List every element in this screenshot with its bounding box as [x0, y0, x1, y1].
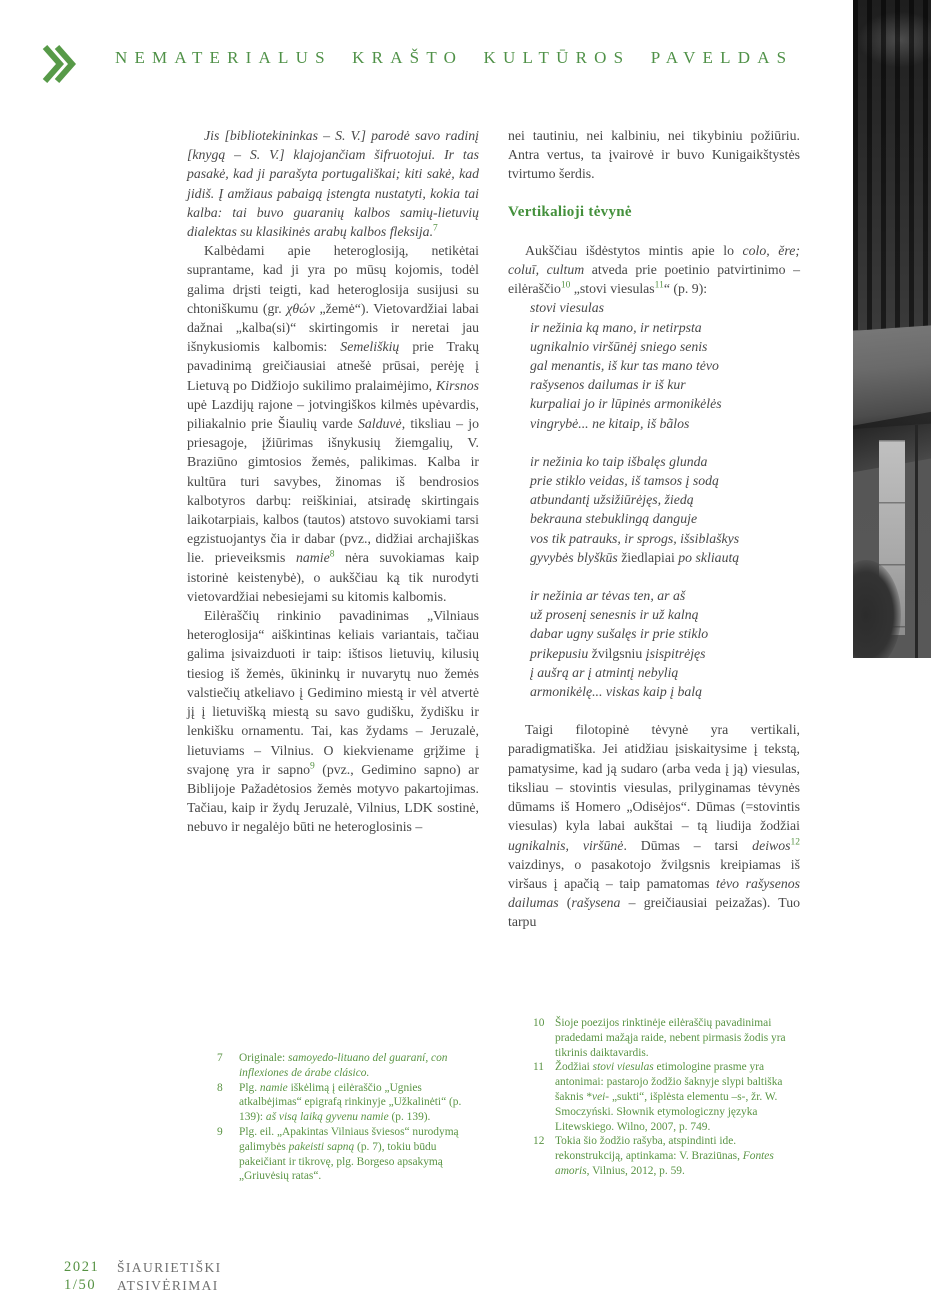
poem-line: [530, 682, 800, 701]
emphasized-text: Semeliškių: [340, 339, 400, 355]
poem-line: [530, 663, 800, 682]
text-run: „sukti“, išplėsta elementu –s-, žr. W. Smoczyński. Słownik etymologiczny języka Litewskiego. Wilno, 2007, p. 749.: [555, 1090, 778, 1133]
footnotes-left: [217, 1051, 481, 1184]
text-run: gal menantis, iš kur tas mano tėvo: [530, 358, 719, 374]
poem-line: [530, 375, 800, 394]
text-run: Taigi filotopinė tėvynė yra vertikali, paradigmatiška. Jei atidžiau įsiskaitysime į tekstą, pamatysime, kad ją sudaro (arba veda į ją) viesulas, tiksliau – stovintis viesulas, prilyginamas tėvynės dūmams iš Homero „Odisėjos“. Dūmas (=stovintis viesulas) kyla labai aukštai – tą liudija žodžiai: [508, 722, 800, 834]
paragraph: [187, 606, 479, 836]
poem-line: [530, 605, 800, 624]
text-run: Eilėraščių rinkinio pavadinimas „Vilniaus heteroglosija“ aiškintinas keliais variantais, tačiau galima įsivaizduoti ir taip: ištisos lietuvių, kilusių tiesiog iš žemės, ūkininkų ir nuvarytų nuo žemės valstiečių atkeliavo į Gedimino miestą ir vėl atvertė jį į lietuvišką miestą su savo gudišku, žydišku ir lenkišku ornamentu. Tai, kas žydams – Jeruzalė, lietuviams – Vilnius. O kiekviename grįžime į svajonę yra ir sapno: [187, 608, 479, 777]
text-run: vaizdinys, o pasakotojo žvilgsnis kreipiamas iš viršaus į apačią – taip pamatomas: [508, 856, 800, 891]
emphasized-text: pakeisti sapną: [288, 1140, 355, 1153]
emphasized-text: Kirsnos: [436, 377, 479, 393]
footnote-text: [239, 1081, 481, 1125]
footnote-number: 8: [217, 1081, 223, 1094]
poem-line: [530, 529, 800, 548]
text-run: armonikėlę... viskas kaip į balą: [530, 684, 703, 700]
text-run: įsispitrėjęs: [642, 645, 706, 661]
emphasized-text: vei-: [592, 1090, 610, 1103]
poem-line: [530, 471, 800, 490]
text-run: etimologine prasme yra antonimai: pastarojo žodžio šaknyje slypi baltiška šaknis *: [555, 1061, 783, 1103]
continuation-paragraph-container: [508, 126, 800, 184]
text-run: Aukščiau išdėstytos mintis apie lo: [525, 242, 743, 258]
double-chevron-icon: [41, 43, 77, 85]
paragraph: [508, 241, 800, 299]
paragraph: [508, 720, 800, 931]
photo-detail-drainpipe: [915, 425, 918, 658]
decorative-photo-strip: [853, 0, 931, 658]
text-run: gyvybės blyškūs: [530, 549, 622, 565]
text-run: nėra suvokiamas kaip istorinė keistenybė), o aukščiau ką tik nurodyti vietovardžiai nebesiejami su kitomis kalbomis.: [187, 550, 479, 604]
journal-name-line1: ŠIAURIETIŠKI: [117, 1260, 222, 1275]
section-heading: Vertikalioji tėvynė: [508, 203, 632, 220]
poem-line: [530, 318, 800, 337]
poem-line: [530, 337, 800, 356]
text-run: Žodžiai: [555, 1061, 593, 1074]
emphasized-text: stovi viesulas: [592, 1061, 654, 1074]
poem-line: [530, 452, 800, 471]
text-run: “ (p. 9):: [663, 281, 708, 297]
upright-text: žvilgsniu: [591, 645, 643, 661]
poem-block: [530, 298, 800, 701]
closing-paragraph-container: [508, 720, 800, 931]
footer-year: 2021: [64, 1259, 100, 1275]
intro-paragraph-container: [508, 241, 800, 299]
text-run: ugnikalnio viršūnėj sniego senis: [530, 338, 708, 354]
text-run: rašysenos dailumas ir iš kur: [530, 377, 686, 393]
footer-issue-number: 1/50: [64, 1277, 97, 1293]
text-run: , Vilnius, 2012, p. 59.: [586, 1164, 685, 1177]
poem-line: [530, 644, 800, 663]
text-run: (p. 7), tokiu būdu pakeičiant ir tikrovę, plg. Borgeso apsakymą „Griuvėsių ratas“.: [239, 1140, 443, 1183]
text-run: Originale:: [239, 1052, 289, 1064]
text-run: ir nežinia ko taip išbalęs glunda: [530, 453, 708, 469]
text-run: Plg.: [239, 1081, 260, 1094]
emphasized-text: Jis [bibliotekininkas – S. V.] parodė savo radinį [knygą – S. V.] klajojančiam šifruotojui. Ir tas pasakė, kad ji parašyta portugališkai; kiti sakė, kad jidiš. Į amžiaus pabaigą įstengta nustatyti, kokia tai kalba: tai buvo guaranių kalbos samių-lietuvių dialektas su klasikinės arabų kalbos fleksija.: [187, 128, 479, 240]
text-run: už prosenį senesnis ir už kalną: [530, 607, 699, 623]
text-run: prie Trakų pavadinimą greičiausiai atnešė prūsai, perėję į Lietuvą po Didžiojo sukilimo pralaimėjimo,: [187, 339, 480, 393]
footnote-text: [239, 1051, 481, 1081]
text-run: ir nežinia ką mano, ir netirpsta: [530, 319, 702, 335]
text-run: prikepusiu: [530, 645, 592, 661]
paragraph: [187, 241, 479, 606]
journal-name-line2: ATSIVĖRIMAI: [117, 1278, 219, 1293]
text-run: „žemė“). Vietovardžiai labai dažnai „kalba(si)“ skirtingomis ir neretai jau išnykusiomis kalbomis:: [187, 300, 479, 355]
poem-line: [530, 490, 800, 509]
text-run: vos tik patrauks, ir sprogs, išsiblaškys: [530, 530, 740, 546]
text-run: bekrauna stebuklingą danguje: [530, 511, 698, 527]
poem-line: [530, 394, 800, 413]
poem-line: [530, 586, 800, 605]
text-run: iškėlimą į eilėraščio „Ugnies atkalbėjimas“ epigrafą rinkinyje „Užkalinėti“ (p. 139):: [239, 1081, 462, 1124]
upright-text: žiedlapiai: [621, 549, 675, 565]
emphasized-text: aš visą laiką gyvenu namie: [265, 1111, 389, 1124]
footnote: [533, 1134, 801, 1178]
footnote-ref: 8: [329, 549, 335, 560]
text-run: (pvz., Gedimino sapno) ar Biblijoje Pažadėtosios žemės motyvo pakartojimas. Tačiau, kaip ir žydų Jeruzalė, Vilnius, LDK sostinė, nebuvo ir negalėjo būti ne heteroglosinis –: [187, 761, 479, 835]
footnote-number: 7: [217, 1052, 223, 1064]
text-run: Kalbėdami apie heteroglosiją, netikėtai suprantame, kad ji yra po mūsų kojomis, todėl galima drįsti teigti, kad heteroglosija susijusi su chtoniškumu (gr.: [187, 243, 479, 316]
left-text-column: [187, 126, 479, 837]
paragraph: [187, 126, 479, 241]
paragraph: [508, 126, 800, 184]
poem-stanza: [530, 586, 800, 701]
text-run: . Dūmas – tarsi: [623, 837, 753, 853]
footnote: [533, 1016, 801, 1060]
poem-stanza: [530, 452, 800, 567]
text-run: Šioje poezijos rinktinėje eilėraščių pavadinimai pradedami mažąja raide, nebent pirmasis žodis yra tikrinis daiktavardis.: [555, 1017, 786, 1059]
emphasized-text: colo, ĕre; coluī, cultum: [508, 242, 800, 278]
emphasized-text: samoyedo-lituano del guaraní, con inflexiones de árabe clásico.: [239, 1052, 448, 1079]
footnote-text: [555, 1016, 801, 1060]
footnote-ref: 12: [790, 836, 800, 847]
footnote-text: [555, 1060, 801, 1134]
emphasized-text: tėvo rašysenos dailumas: [508, 875, 800, 911]
poem-line: [530, 298, 800, 317]
text-run: atveda prie poetinio patvirtinimo – eilėraščio: [508, 262, 800, 297]
footnote-text: [555, 1134, 801, 1178]
text-run: po skliautą: [674, 549, 740, 565]
text-run: nei tautiniu, nei kalbiniu, nei tikybiniu požiūriu. Antra vertus, ta įvairovė ir buvo Kunigaikštystės tvirtumo šerdis.: [508, 128, 800, 182]
text-run: Tokia šio žodžio rašyba, atspindinti ide. rekonstrukciją, aptinkama: V. Braziūnas,: [555, 1135, 743, 1163]
poem-line: [530, 624, 800, 643]
text-run: „stovi viesulas: [570, 281, 655, 297]
text-run: (: [558, 895, 572, 911]
footnote-ref: 11: [654, 280, 664, 291]
poem-line: [530, 509, 800, 528]
photo-detail-ironwork: [853, 0, 931, 330]
emphasized-text: namie: [259, 1081, 288, 1094]
text-run: prie stiklo veidas, iš tamsos į sodą: [530, 473, 719, 489]
footnote: [217, 1081, 481, 1125]
text-run: dabar ugny sušalęs ir prie stiklo: [530, 626, 709, 642]
footnote-number: 12: [533, 1135, 545, 1148]
text-run: – greičiausiai peizažas). Tuo tarpu: [508, 895, 800, 930]
footnote-ref: 7: [433, 223, 438, 234]
footnote: [217, 1125, 481, 1184]
footnote-number: 10: [533, 1017, 545, 1029]
right-text-column: [508, 126, 800, 932]
footnote-ref: 9: [310, 761, 315, 772]
footnote-number: 9: [217, 1125, 223, 1138]
poem-stanza: [530, 298, 800, 432]
text-run: atbundantį užsižiūrėjęs, žiedą: [530, 492, 694, 508]
text-run: kurpaliai jo ir lūpinės armonikėlės: [530, 396, 722, 412]
footnote: [533, 1060, 801, 1134]
text-run: ir nežinia ar tėvas ten, ar aš: [530, 588, 686, 604]
emphasized-text: Salduvė: [358, 416, 402, 432]
text-run: Plg. eil. „Apakintas Vilniaus šviesos“ nurodymą galimybės: [239, 1125, 459, 1153]
text-run: į aušrą ar į atmintį nebylią: [530, 664, 679, 680]
poem-line: [530, 548, 800, 567]
emphasized-text: ugnikalnis, viršūnė: [508, 837, 624, 853]
footnote: [217, 1051, 481, 1081]
footnote-number: 11: [533, 1061, 544, 1074]
text-run: , tiksliau – jo priesagoje, įžiūrimas išnykusių žiemgalių, V. Braziūno gimtosios žemės, palikimas. Kalba ir kultūra turi savybes, žinomas iš bendrosios kalbotyros darbų: reiškiniai, atsiradę skirtingais laikotarpiais, kalbos (tautos) atstovo suvokiami tarsi egzistuojantys čia ir dabar (pvz., didžiai archajiškas lie. prieveiksmis: [187, 416, 479, 566]
emphasized-text: deiwos: [752, 837, 791, 853]
poem-line: [530, 414, 800, 433]
emphasized-text: namie: [296, 550, 330, 566]
emphasized-text: Fontes amoris: [555, 1150, 774, 1177]
text-run: (p. 139).: [388, 1111, 431, 1124]
footnote-ref: 10: [560, 280, 571, 291]
footnotes-right: [533, 1016, 801, 1179]
emphasized-text: χθών: [286, 300, 315, 316]
poem-line: [530, 356, 800, 375]
footnote-text: [239, 1125, 481, 1184]
page-title: NEMATERIALUS KRAŠTO KULTŪROS PAVELDAS: [115, 48, 794, 67]
emphasized-text: rašysena: [571, 895, 621, 911]
text-run: vingrybė... ne kitaip, iš bãlos: [530, 415, 690, 431]
text-run: upė Lazdijų rajone – jotvingiškos kilmės upėvardis, piliakalnio prie Šiaulių varde: [187, 396, 479, 432]
text-run: stovi viesulas: [530, 300, 604, 316]
